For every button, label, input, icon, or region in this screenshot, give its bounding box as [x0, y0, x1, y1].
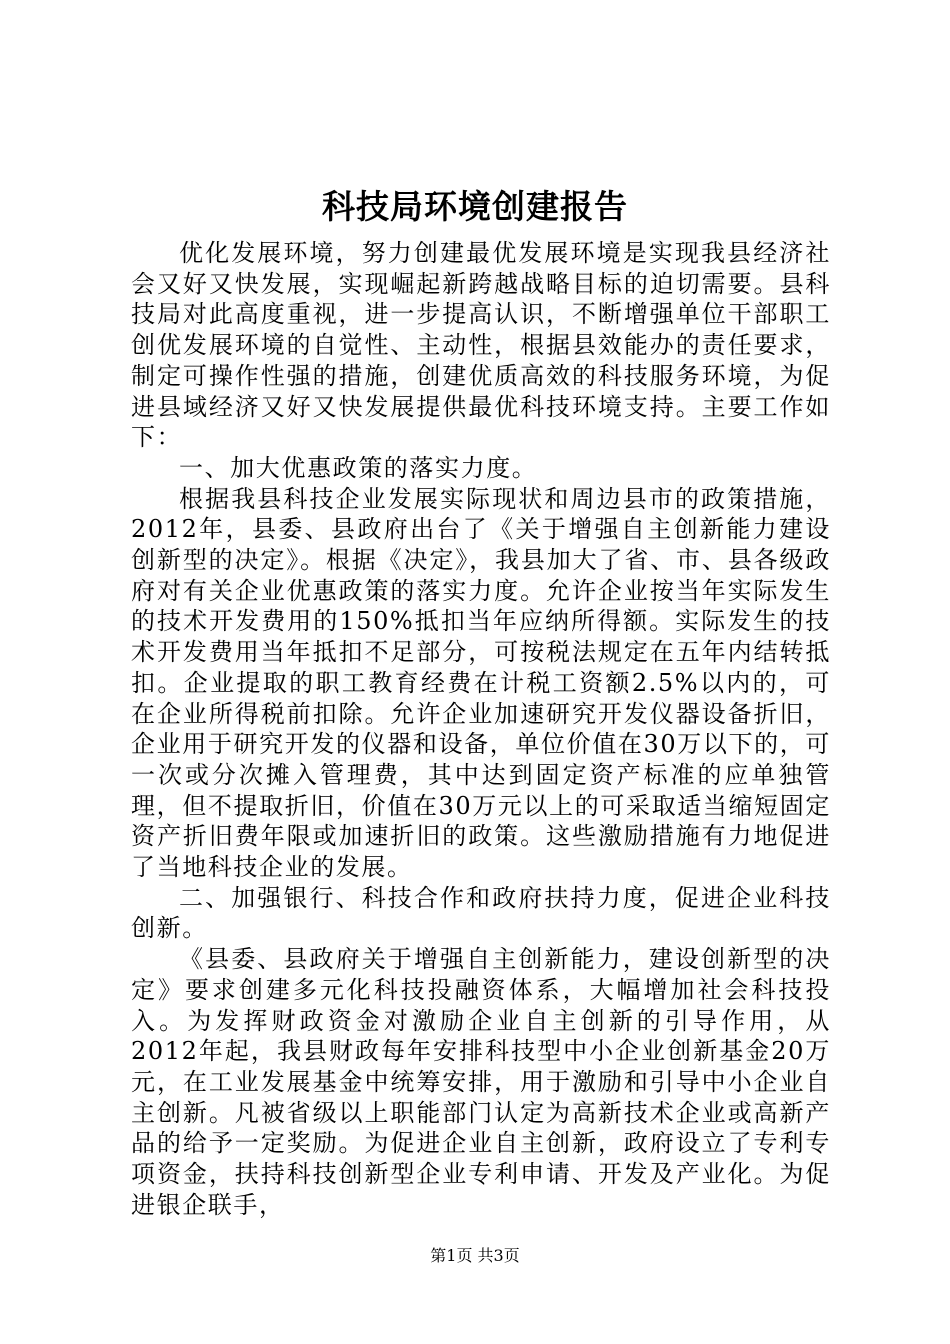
document-title: 科技局环境创建报告 [322, 187, 628, 226]
paragraph-section-1: 根据我县科技企业发展实际现状和周边县市的政策措施，2012年，县委、县政府出台了《关于增强自主创新能力建设创新型的决定》。根据《决定》，我县加大了省、市、县各级政府对有关企业优惠政策的落实力度。允许企业按当年实际发生的技术开发费用的150%抵扣当年应纳所得额。实际发生的技术开发费用当年抵扣不足部分，可按税法规定在五年内结转抵扣。企业提取的职工教育经费在计税工资额2.5%以内的，可在企业所得税前扣除。允许企业加速研究开发仪器设备折旧，企业用于研究开发的仪器和设备，单位价值在30万以下的，可一次或分次摊入管理费，其中达到固定资产标准的应单独管理，但不提取折旧，价值在30万元以上的可采取适当缩短固定资产折旧费年限或加速折旧的政策。这些激励措施有力地促进了当地科技企业的发展。 [131, 484, 831, 882]
paragraph-intro: 优化发展环境，努力创建最优发展环境是实现我县经济社会又好又快发展，实现崛起新跨越战略目标的迫切需要。县科技局对此高度重视，进一步提高认识，不断增强单位干部职工创优发展环境的自觉性、主动性，根据县效能办的责任要求，制定可操作性强的措施，创建优质高效的科技服务环境，为促进县域经济又好又快发展提供最优科技环境支持。主要工作如下： [131, 239, 831, 452]
section-heading-1: 一、加大优惠政策的落实力度。 [179, 453, 538, 482]
paragraph-section-2: 《县委、县政府关于增强自主创新能力，建设创新型的决定》要求创建多元化科技投融资体系，大幅增加社会科技投入。为发挥财政资金对激励企业自主创新的引导作用，从2012年起，我县财政每年安排科技型中小企业创新基金20万元，在工业发展基金中统筹安排，用于激励和引导中小企业自主创新。凡被省级以上职能部门认定为高新技术企业或高新产品的给予一定奖励。为促进企业自主创新，政府设立了专利专项资金，扶持科技创新型企业专利申请、开发及产业化。为促进银企联手， [131, 945, 831, 1219]
document-body [131, 238, 831, 1221]
page-number-footer: 第1页 共3页 [430, 1246, 520, 1265]
section-heading-2: 二、加强银行、科技合作和政府扶持力度，促进企业科技创新。 [131, 883, 831, 943]
